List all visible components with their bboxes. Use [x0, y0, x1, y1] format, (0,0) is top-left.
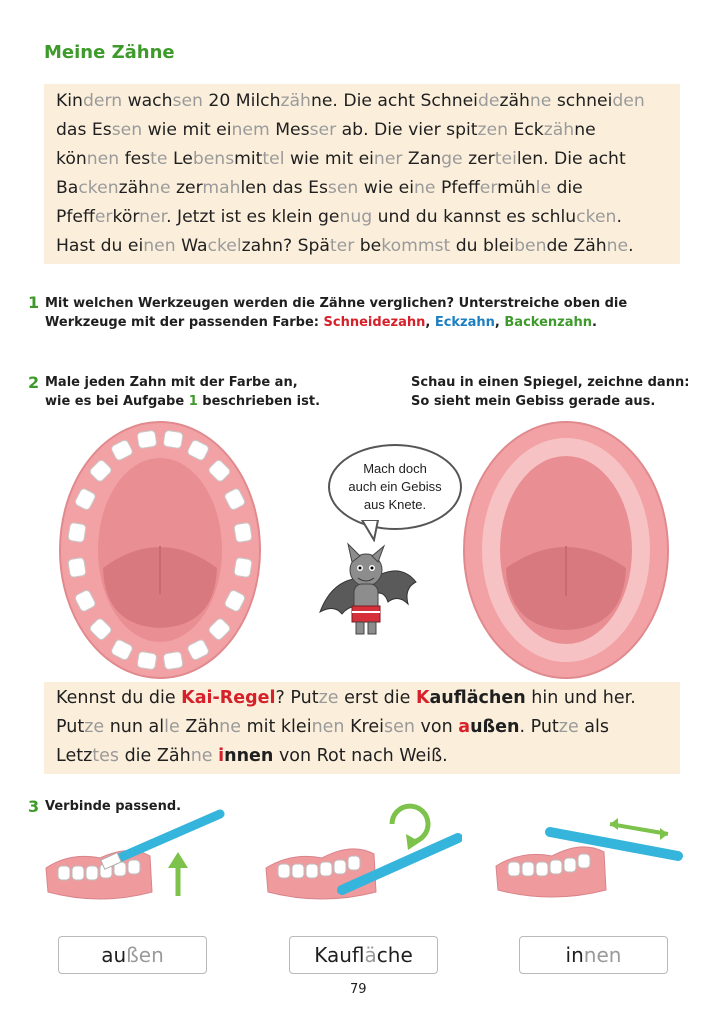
reading-line: [56, 236, 634, 256]
syllable-gray: sen: [111, 120, 143, 140]
task2-text: wie es bei Aufgabe: [45, 394, 189, 409]
tooth-outline[interactable]: [137, 651, 157, 670]
syllable: Hast du ei: [56, 236, 144, 256]
brushing-circles-image[interactable]: [262, 798, 462, 908]
color-word-backenzahn: Backenzahn: [504, 315, 592, 330]
highlight-red: K: [415, 688, 430, 708]
syllable-gray: zäh: [543, 120, 575, 140]
reading-text-box: [44, 84, 680, 264]
kai-rule-box: [44, 682, 680, 774]
syllable-gray: nen: [86, 149, 120, 169]
syllable: len. Die acht: [516, 149, 626, 169]
syllable-gray: ze: [558, 717, 579, 737]
syllable: Mes: [269, 120, 310, 140]
kai-line: [56, 746, 448, 766]
syllable: schnei: [551, 91, 613, 111]
syllable: Eck: [508, 120, 544, 140]
syllable: wach: [122, 91, 173, 111]
answer-card-innen[interactable]: [519, 936, 668, 974]
syllable: ab. Die vier spit: [336, 120, 478, 140]
period: .: [592, 315, 597, 330]
syllable: . Jetzt ist es klein ge: [166, 207, 340, 227]
syllable-gray: zäh: [280, 91, 311, 111]
brushing-inside-image[interactable]: [40, 808, 230, 908]
syllable-gray: nug: [339, 207, 373, 227]
kai-line: [56, 688, 636, 708]
task1-prefix: Werkzeuge mit der passenden Farbe:: [45, 315, 324, 330]
syllable-gray: kommst: [381, 236, 451, 256]
syllable: fes: [119, 149, 151, 169]
separator: ,: [425, 315, 435, 330]
empty-mouth-drawing-area[interactable]: [460, 418, 672, 682]
task2-right-line1: Schau in einen Spiegel, zeichne dann:: [411, 375, 690, 390]
syllable-gray: bens: [192, 149, 235, 169]
bubble-tail: [360, 520, 384, 542]
syllable: au: [101, 943, 127, 967]
syllable-gray: dern: [82, 91, 123, 111]
syllable: ne. Die acht Schnei: [310, 91, 478, 111]
syllable: erst die: [338, 688, 416, 708]
syllable: von: [414, 717, 459, 737]
syllable-gray: ne: [219, 717, 242, 737]
syllable-gray: den: [612, 91, 645, 111]
bat-mascot-icon: [312, 542, 420, 642]
syllable-gray: nem: [231, 120, 270, 140]
bubble-line: Mach doch: [363, 461, 427, 476]
syllable: das Es: [56, 120, 112, 140]
syllable: Ba: [56, 178, 79, 198]
page-number: 79: [350, 982, 367, 997]
syllable-gray: ne: [190, 746, 213, 766]
syllable: . Put: [519, 717, 559, 737]
syllable: Zäh: [179, 717, 220, 737]
task2-left-line1: Male jeden Zahn mit der Farbe an,: [45, 375, 298, 390]
syllable-gray: fer: [94, 207, 113, 227]
syllable-gray: nen: [311, 717, 345, 737]
syllable: Le: [167, 149, 193, 169]
syllable: in: [565, 943, 584, 967]
syllable: ne: [574, 120, 596, 140]
color-word-schneidezahn: Schneidezahn: [323, 315, 426, 330]
answer-card-aussen[interactable]: [58, 936, 207, 974]
task2-left-instruction: [45, 373, 320, 411]
syllable-gray: ckel: [207, 236, 242, 256]
open-mouth-with-teeth-image[interactable]: [55, 418, 265, 682]
syllable: Pfef: [56, 207, 95, 227]
syllable-gray: le: [164, 717, 180, 737]
task2-right-line2: So sieht mein Gebiss gerade aus.: [411, 394, 656, 409]
syllable-gray: ge: [441, 149, 463, 169]
syllable-gray: ßen: [126, 943, 164, 967]
task2-right-instruction: [411, 373, 689, 411]
task-number-2: 2: [28, 373, 40, 392]
tooth-outline[interactable]: [68, 522, 87, 542]
syllable-gray: ne: [606, 236, 629, 256]
color-word-eckzahn: Eckzahn: [434, 315, 495, 330]
syllable: zäh: [499, 91, 530, 111]
syllable: als: [578, 717, 610, 737]
syllable-gray: ser: [309, 120, 337, 140]
syllable-gray: fer: [479, 178, 498, 198]
syllable: zer: [170, 178, 203, 198]
kai-line: [56, 717, 609, 737]
task-reference-number: 1: [188, 394, 198, 409]
syllable: Krei: [344, 717, 384, 737]
highlight-red: i: [218, 746, 225, 766]
syllable-gray: tes: [92, 746, 120, 766]
syllable: Kauf: [314, 943, 365, 967]
syllable-gray: nen: [583, 943, 622, 967]
highlight-bold: nnen: [224, 746, 274, 766]
syllable-gray: sen: [172, 91, 203, 111]
syllable: und du kannst es schlu: [372, 207, 577, 227]
syllable: Kennst du die: [56, 688, 182, 708]
syllable: Put: [56, 717, 85, 737]
syllable: mit: [234, 149, 263, 169]
syllable: Zan: [402, 149, 442, 169]
highlight-bold: auflächen: [429, 688, 526, 708]
syllable-gray: ner: [139, 207, 167, 227]
syllable: zäh: [118, 178, 150, 198]
syllable: ? Put: [275, 688, 319, 708]
syllable: hin und her.: [525, 688, 636, 708]
syllable: wie ei: [358, 178, 415, 198]
reading-line: [56, 207, 622, 227]
syllable-gray: lä: [364, 943, 377, 967]
syllable-gray: ner: [373, 149, 403, 169]
syllable: 20 Milch: [202, 91, 281, 111]
syllable: de Zäh: [546, 236, 607, 256]
syllable: len das Es: [240, 178, 328, 198]
tooth-outline[interactable]: [137, 430, 157, 449]
tooth-outline[interactable]: [163, 430, 183, 449]
reading-line: [56, 120, 596, 140]
syllable: mit klei: [241, 717, 312, 737]
highlight-red: a: [458, 717, 471, 737]
syllable: Letz: [56, 746, 93, 766]
task1-line1: Mit welchen Werkzeugen werden die Zähne verglichen? Unterstreiche oben die: [45, 296, 628, 311]
answer-card-kauflaeche[interactable]: [289, 936, 438, 974]
syllable: Wa: [175, 236, 208, 256]
syllable-gray: de: [477, 91, 500, 111]
task-number-3: 3: [28, 797, 40, 816]
syllable-gray: sen: [327, 178, 359, 198]
separator: ,: [494, 315, 505, 330]
syllable: zahn? Spä: [241, 236, 330, 256]
syllable-gray: ze: [84, 717, 105, 737]
syllable: .: [616, 207, 622, 227]
syllable: kör: [112, 207, 140, 227]
syllable-gray: ne: [149, 178, 171, 198]
syllable-gray: sen: [384, 717, 415, 737]
syllable: wie mit ei: [284, 149, 374, 169]
task1-instruction: [45, 294, 627, 332]
syllable-gray: zen: [477, 120, 508, 140]
syllable-gray: ne: [529, 91, 552, 111]
highlight-red: Kai-Regel: [181, 688, 276, 708]
syllable: Kin: [56, 91, 83, 111]
reading-line: [56, 91, 645, 111]
syllable-gray: ne: [414, 178, 436, 198]
syllable: nun al: [104, 717, 165, 737]
syllable: Pfef: [435, 178, 480, 198]
syllable-gray: ter: [329, 236, 355, 256]
page-title: Meine Zähne: [44, 42, 175, 63]
syllable-gray: le: [535, 178, 552, 198]
task2-left-line2: [45, 392, 320, 411]
syllable: be: [354, 236, 382, 256]
tooth-outline[interactable]: [234, 557, 253, 577]
syllable: du blei: [450, 236, 515, 256]
syllable-gray: cken: [576, 207, 617, 227]
syllable-gray: ze: [318, 688, 339, 708]
syllable: müh: [497, 178, 536, 198]
brushing-chewing-surfaces-image[interactable]: [492, 800, 692, 908]
syllable-gray: nen: [143, 236, 176, 256]
syllable-gray: mah: [202, 178, 241, 198]
bubble-line: aus Knete.: [363, 497, 427, 512]
task2-text: beschrieben ist.: [197, 394, 321, 409]
tooth-outline[interactable]: [234, 522, 253, 542]
task3-instruction: Verbinde passend.: [45, 799, 182, 814]
syllable-gray: te: [150, 149, 168, 169]
syllable: .: [628, 236, 634, 256]
task1-line2: [45, 313, 627, 332]
reading-line: [56, 149, 626, 169]
task-number-1: 1: [28, 293, 40, 312]
syllable-gray: cken: [78, 178, 119, 198]
bubble-line: auch ein Gebiss: [348, 479, 442, 494]
syllable: von Rot nach Weiß.: [273, 746, 448, 766]
syllable-gray: ben: [514, 236, 547, 256]
speech-bubble: [328, 444, 462, 530]
tooth-outline[interactable]: [163, 651, 183, 670]
reading-line: [56, 178, 583, 198]
highlight-bold: ußen: [470, 717, 520, 737]
syllable: kön: [56, 149, 87, 169]
syllable: wie mit ei: [142, 120, 232, 140]
syllable: zer: [462, 149, 495, 169]
syllable: die Zäh: [119, 746, 191, 766]
tooth-outline[interactable]: [68, 557, 87, 577]
syllable-gray: tel: [262, 149, 285, 169]
syllable-gray: tei: [494, 149, 517, 169]
syllable: che: [376, 943, 413, 967]
syllable: die: [551, 178, 583, 198]
